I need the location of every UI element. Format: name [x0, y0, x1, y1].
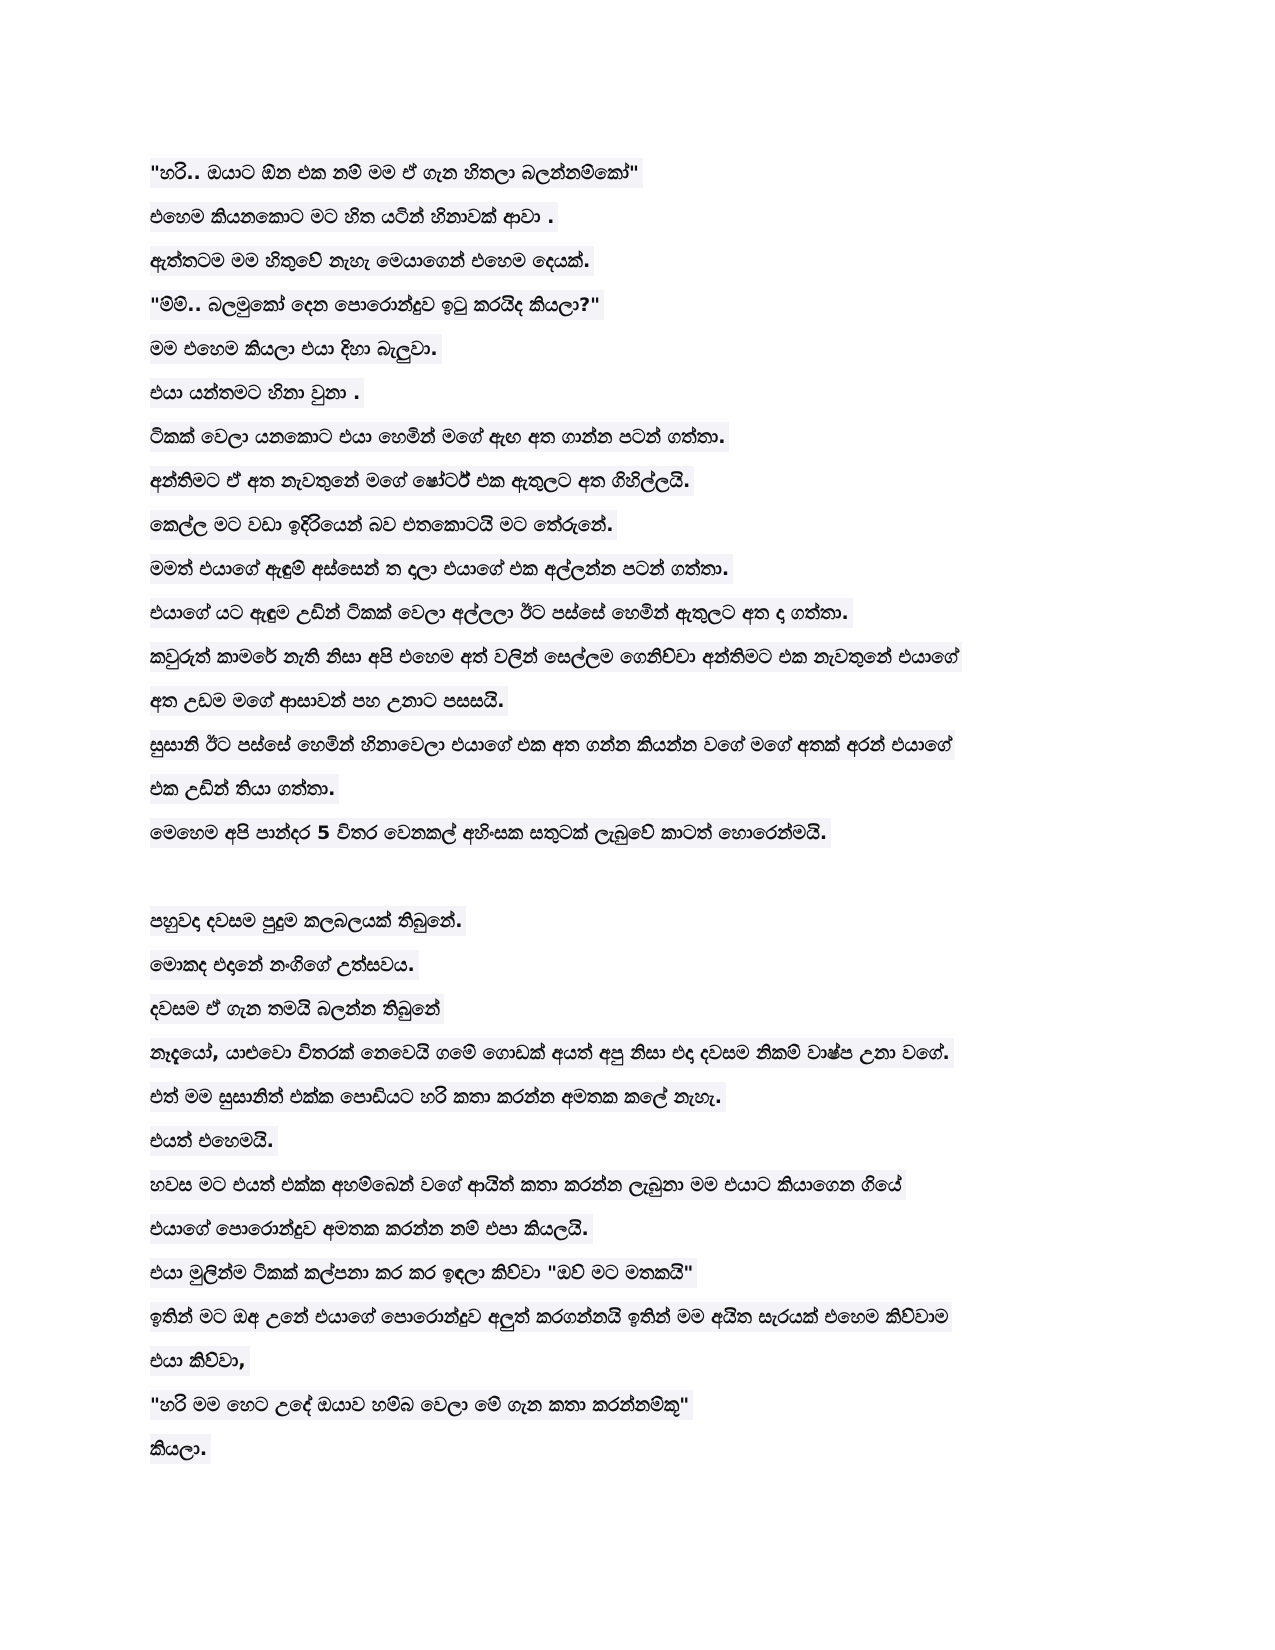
paragraph-gap — [150, 854, 1130, 898]
text-line: හවස මට එයත් එක්ක අහම්බෙන් වගේ ආයිත් කතා කරන්න ලැබුනා මම එයාට කියාගෙන ගියේ — [150, 1162, 1130, 1206]
text-line: දවසම ඒ ගැන තමයි බලන්න තිබුනේ — [150, 986, 1130, 1030]
text-line: අන්තිමට ඒ අත නැවතුනේ මගේ ෂෝර්ට් එක ඇතුලට අත ගිහිල්ලයි. — [150, 458, 1130, 502]
text-line: කවුරුත් කාමරේ නැති නිසා අපි එහෙම අත් වලින් සෙල්ලම ගෙනිච්චා අන්තිමට එක නැවතුනේ එයාගේ — [150, 634, 1130, 678]
text-line: "හරි.. ඔයාට ඕන එක නම් මම ඒ ගැන හිතලා බලන්නම්කෝ" — [150, 150, 1130, 194]
text-line: ඉතින් මට ඔඅ උනේ එයාගේ පොරොන්දුව අලුත් කරගන්නයි ඉතින් මම අයිත සැරයක් එහෙම කිව්වාම — [150, 1294, 1130, 1338]
text-line: එයා කිව්වා, — [150, 1338, 1130, 1382]
text-line: අත උඩම මගේ ආසාවන් පහ උනාට පසසයි. — [150, 678, 1130, 722]
text-line: කෙල්ල මට වඩා ඉදිරියෙන් බව එතකොටයි මට තේරුනේ. — [150, 502, 1130, 546]
text-line: ටිකක් වෙලා යනකොට එයා හෙමින් මගේ ඇඟ අත ගාන්න පටන් ගත්තා. — [150, 414, 1130, 458]
text-line: සුසානි ඊට පස්සේ හෙමින් හිනාවෙලා එයාගේ එක අත ගන්න කියන්න වගේ මගේ අතක් අරන් එයාගේ — [150, 722, 1130, 766]
text-line: මොකද එදානේ නංගිගේ උත්සවය. — [150, 942, 1130, 986]
text-line: එයා මුලින්ම ටිකක් කල්පනා කර කර ඉඳලා කිව්වා "ඔව් මට මතකයි" — [150, 1250, 1130, 1294]
text-line: මමත් එයාගේ ඇඳුම් අස්සෙන් ත දාලා එයාගේ එක අල්ලන්න පටන් ගත්තා. — [150, 546, 1130, 590]
text-line: "ම්ම්.. බලමුකෝ දෙන පොරොන්දුව ඉටු කරයිද කියලා?" — [150, 282, 1130, 326]
text-line: මම එහෙම කියලා එයා දිහා බැලුවා. — [150, 326, 1130, 370]
text-line: එත් මම සුසානිත් එක්ක පොඩියට හරි කතා කරන්න අමතක කලේ නැහැ. — [150, 1074, 1130, 1118]
text-line: "හරි මම හෙට උදේ ඔයාව හම්බ වෙලා මේ ගැන කතා කරන්නම්කූ" — [150, 1382, 1130, 1426]
text-line: එයා යන්තමට හිනා වුනා . — [150, 370, 1130, 414]
text-line: කියලා. — [150, 1426, 1130, 1470]
text-line: එක උඩින් තියා ගත්තා. — [150, 766, 1130, 810]
text-line: එයත් එහෙමයි. — [150, 1118, 1130, 1162]
text-line: නෑදැයෝ, යාළුවො විතරක් නෙවෙයි ගමේ ගොඩක් අයත් අපු නිසා එදා දවසම නිකම් වාෂ්ප උනා වගේ. — [150, 1030, 1130, 1074]
text-line: මෙහෙම අපි පාන්දර 5 විතර වෙනකල් අහිංසක සතුටක් ලැබුවේ කාටත් හොරෙන්මයි. — [150, 810, 1130, 854]
text-line: පහුවදා දවසම පුදුම කලබලයක් තිබුනේ. — [150, 898, 1130, 942]
text-line: එහෙම කියනකොට මට හිත යටින් හිනාවක් ආවා . — [150, 194, 1130, 238]
text-line: එයාගේ පොරොන්දුව අමතක කරන්න නම් එපා කියලයි. — [150, 1206, 1130, 1250]
text-line: ඇත්තටම මම හිතුවේ නැහැ මෙයාගෙන් එහෙම දෙයක්. — [150, 238, 1130, 282]
text-line: එයාගේ යට ඇඳුම උඩින් ටිකක් වෙලා අල්ලලා ඊට පස්සේ හෙමින් ඇතුලට අත දා ගත්තා. — [150, 590, 1130, 634]
document-body — [150, 150, 1130, 1470]
